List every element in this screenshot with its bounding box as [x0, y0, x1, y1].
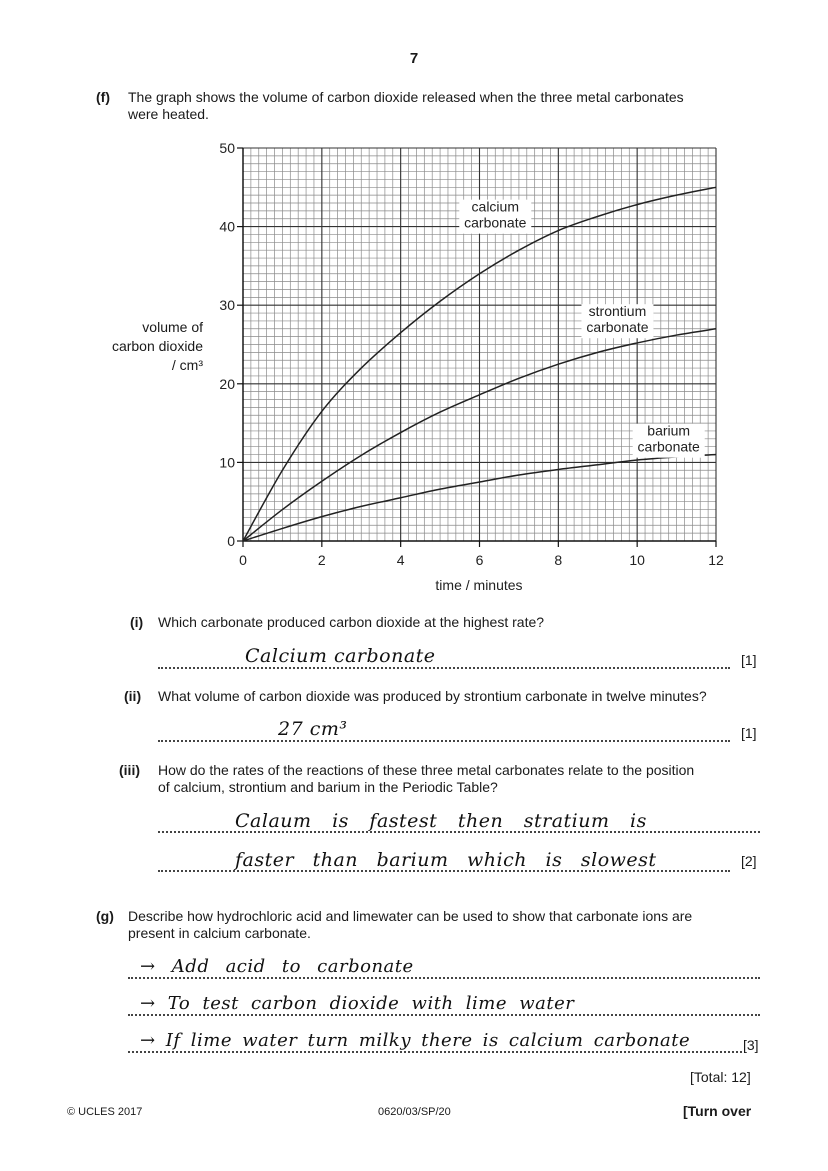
part-ii-question: What volume of carbon dioxide was produced by strontium carbonate in twelve minutes?	[158, 688, 707, 704]
footer-copyright: © UCLES 2017	[67, 1106, 143, 1118]
part-i-question: Which carbonate produced carbon dioxide at the highest rate?	[158, 614, 545, 630]
footer-turn-over: [Turn over	[683, 1103, 752, 1119]
part-iii-question-line2: of calcium, strontium and barium in the Periodic Table?	[158, 779, 498, 795]
question-g-label: (g)	[96, 908, 114, 924]
y-tick-label: 30	[219, 297, 235, 314]
y-tick-label: 50	[219, 140, 235, 156]
question-g-text-line1: Describe how hydrochloric acid and limewater can be used to show that carbonate ions are	[128, 908, 693, 924]
question-f-label: (f)	[96, 89, 110, 105]
y-tick-label: 40	[219, 218, 235, 235]
question-g-answer-3[interactable]: → If lime water turn milky there is calcium carbonate	[140, 1030, 691, 1051]
question-f-text-line1: The graph shows the volume of carbon dioxide released when the three metal carbonates	[128, 89, 684, 105]
part-iii-label: (iii)	[119, 762, 140, 778]
page-number: 7	[409, 50, 419, 67]
x-tick-label: 2	[317, 552, 326, 568]
series-label-calcium-carbonate: calcium	[471, 198, 520, 215]
part-i-answer[interactable]: Calcium carbonate	[245, 645, 436, 667]
question-g-answer-2[interactable]: → To test carbon dioxide with lime water	[140, 993, 575, 1014]
question-g-marks: [3]	[743, 1037, 759, 1053]
question-g-text-line2: present in calcium carbonate.	[128, 925, 311, 941]
x-tick-label: 4	[396, 552, 405, 568]
y-axis-label-line3: / cm³	[171, 357, 203, 373]
y-tick-label: 10	[219, 454, 235, 471]
x-tick-label: 10	[629, 552, 645, 568]
part-ii-marks: [1]	[741, 725, 757, 741]
part-ii-label: (ii)	[124, 688, 142, 704]
part-ii-answer[interactable]: 27 cm³	[278, 718, 348, 740]
question-g-answer-line3	[128, 1051, 742, 1053]
x-tick-label: 12	[708, 552, 724, 568]
series-label-strontium-carbonate: carbonate	[586, 319, 649, 336]
part-iii-answer-1[interactable]: Calaum is fastest then stratium is	[235, 810, 647, 832]
x-tick-label: 0	[239, 552, 247, 568]
question-g-answer-line1	[128, 977, 760, 979]
question-g-answer-line2	[128, 1014, 760, 1016]
part-ii-answer-line	[158, 740, 730, 742]
part-iii-marks: [2]	[741, 853, 757, 869]
y-tick-label: 0	[227, 533, 235, 549]
y-axis-label-line2: carbon dioxide	[111, 338, 203, 354]
part-i-label: (i)	[130, 614, 144, 630]
part-i-answer-line	[158, 667, 730, 669]
footer-paper-code: 0620/03/SP/20	[378, 1106, 451, 1118]
x-tick-label: 6	[475, 552, 484, 568]
series-label-strontium-carbonate: strontium	[588, 303, 647, 320]
part-i-marks: [1]	[741, 652, 757, 668]
series-label-barium-carbonate: carbonate	[637, 438, 700, 455]
question-g-answer-1[interactable]: → Add acid to carbonate	[140, 956, 414, 977]
part-iii-question-line1: How do the rates of the reactions of these three metal carbonates relate to the position	[158, 762, 695, 778]
part-iii-answer-2[interactable]: faster than barium which is slowest	[235, 849, 657, 871]
question-f-text-line2: were heated.	[128, 106, 209, 122]
x-axis-label: time / minutes	[435, 577, 523, 593]
y-axis-label-line1: volume of	[142, 319, 203, 335]
total-marks: [Total: 12]	[690, 1069, 751, 1085]
y-tick-label: 20	[219, 375, 235, 392]
x-tick-label: 8	[554, 552, 563, 568]
series-label-calcium-carbonate: carbonate	[464, 214, 527, 231]
series-label-barium-carbonate: barium	[647, 422, 691, 439]
